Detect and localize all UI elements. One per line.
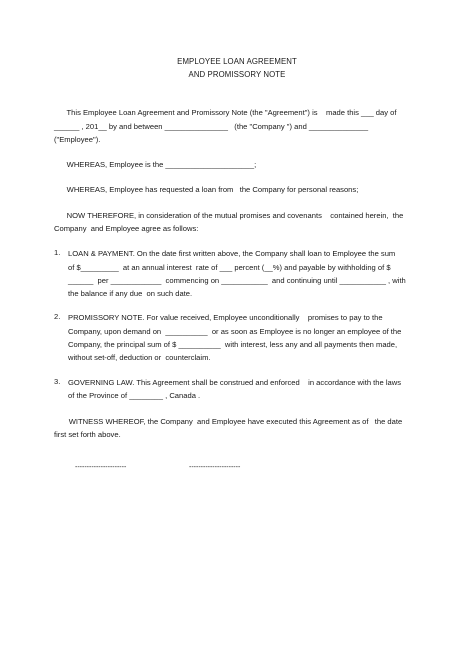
clause-line: of the Province of ________ , Canada . [68,391,201,400]
clause-line: of $_________ at an annual interest rate of ___ percent (__%) and payable by withholding of $ [68,263,391,272]
clause-number: 1. [54,248,61,257]
clause-line: the balance if any due on such date. [68,289,193,298]
signature-line-employee: ---------------------- [189,464,241,471]
clause-number: 2. [54,312,61,321]
witness-line: WITNESS WHEREOF, the Company and Employee have executed this Agreement as of the date [54,417,403,426]
now-therefore-line: Company and Employee agree as follows: [54,224,199,233]
clause-line: GOVERNING LAW. This Agreement shall be construed and enforced in accordance with the laws [68,378,402,387]
clause-number: 3. [54,377,61,386]
clause-line: PROMISSORY NOTE. For value received, Employee unconditionally promises to pay to the [68,313,383,322]
clause-line: Company, the principal sum of $ __________ with interest, less any and all payments then made, [68,340,398,349]
signature-line-company: ---------------------- [75,464,127,471]
whereas-employee-paragraph: WHEREAS, Employee is the _____________________; [54,160,257,169]
document-title-line-1: EMPLOYEE LOAN AGREEMENT [177,57,297,66]
witness-line: first set forth above. [54,430,121,439]
clause-line: Company, upon demand on __________ or as soon as Employee is no longer an employee of the [68,327,402,336]
intro-line: ("Employee"). [54,135,101,144]
clause-line: ______ per ____________ commencing on ___________ and continuing until ___________ , with [68,276,406,285]
intro-line: This Employee Loan Agreement and Promissory Note (the "Agreement") is made this ___ day of [54,108,397,117]
now-therefore-line: NOW THEREFORE, in consideration of the mutual promises and covenants contained herein, the [54,211,404,220]
whereas-loan-paragraph: WHEREAS, Employee has requested a loan from the Company for personal reasons; [54,185,359,194]
intro-line: ______ , 201__ by and between _______________ (the "Company ") and ______________ [54,122,369,131]
clause-line: LOAN & PAYMENT. On the date first written above, the Company shall loan to Employee the sum [68,249,396,258]
document-title-line-2: AND PROMISSORY NOTE [188,70,286,79]
clause-line: without set-off, deduction or counterclaim. [68,353,211,362]
